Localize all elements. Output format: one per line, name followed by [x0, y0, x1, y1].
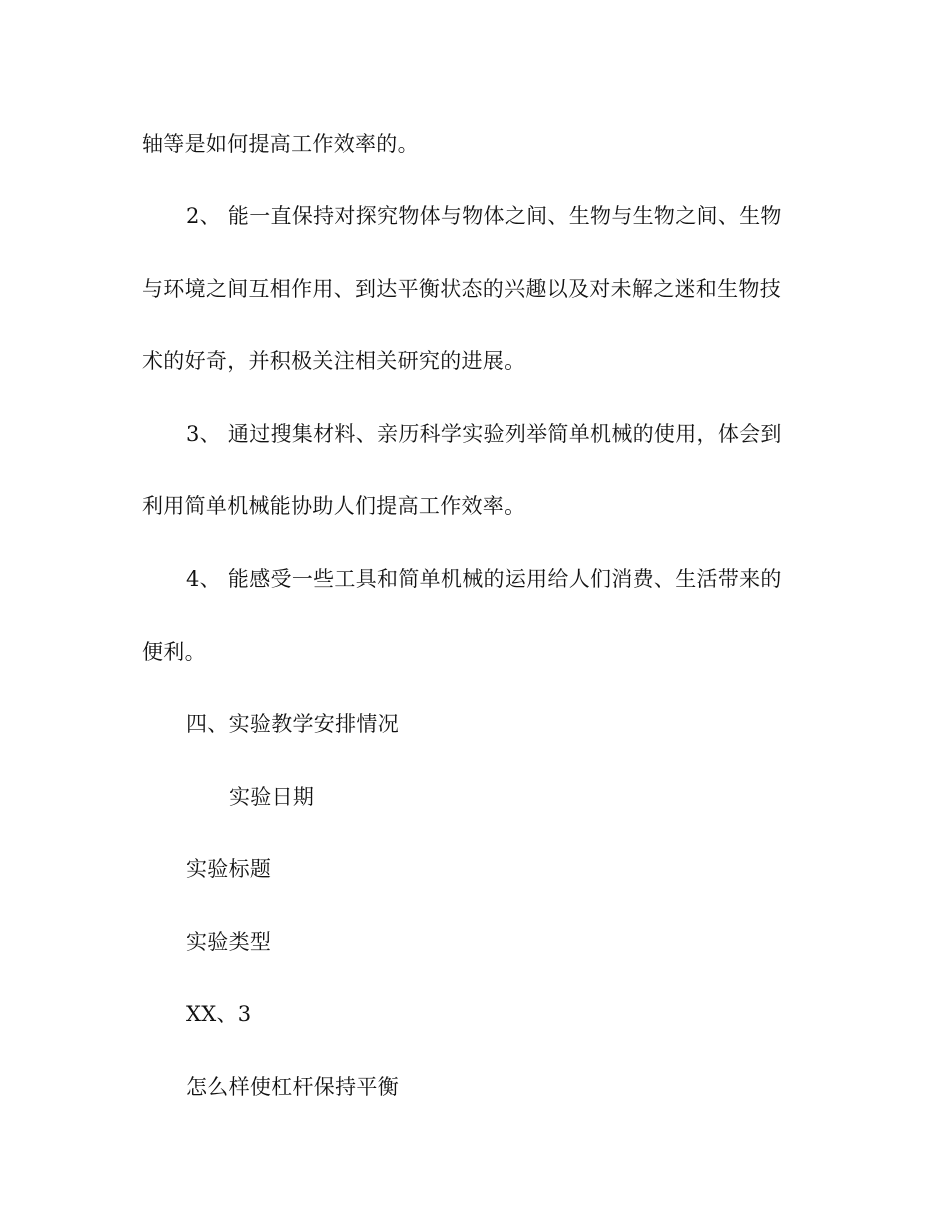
paragraph-line-1: 轴等是如何提高工作效率的。: [142, 132, 419, 156]
table-cell-experiment-title: 实验标题: [186, 857, 272, 881]
table-cell-title-value: 怎么样使杠杆保持平衡: [186, 1075, 399, 1099]
table-cell-experiment-date: 实验日期: [229, 785, 315, 809]
paragraph-line-4: 术的好奇，并积极关注相关研究的进展。: [142, 349, 526, 373]
table-cell-experiment-type: 实验类型: [186, 930, 272, 954]
table-cell-date-value: XX、3: [186, 1002, 252, 1026]
paragraph-line-5: 3、 通过搜集材料、亲历科学实验列举简单机械的使用，体会到: [186, 422, 782, 446]
paragraph-line-3: 与环境之间互相作用、到达平衡状态的兴趣以及对未解之迷和生物技: [142, 277, 781, 301]
paragraph-line-6: 利用简单机械能协助人们提高工作效率。: [142, 494, 526, 518]
section-heading: 四、实验教学安排情况: [186, 712, 399, 736]
paragraph-line-2: 2、 能一直保持对探究物体与物体之间、生物与生物之间、生物: [186, 204, 782, 228]
paragraph-line-8: 便利。: [142, 640, 206, 664]
paragraph-line-7: 4、 能感受一些工具和简单机械的运用给人们消费、生活带来的: [186, 567, 782, 591]
